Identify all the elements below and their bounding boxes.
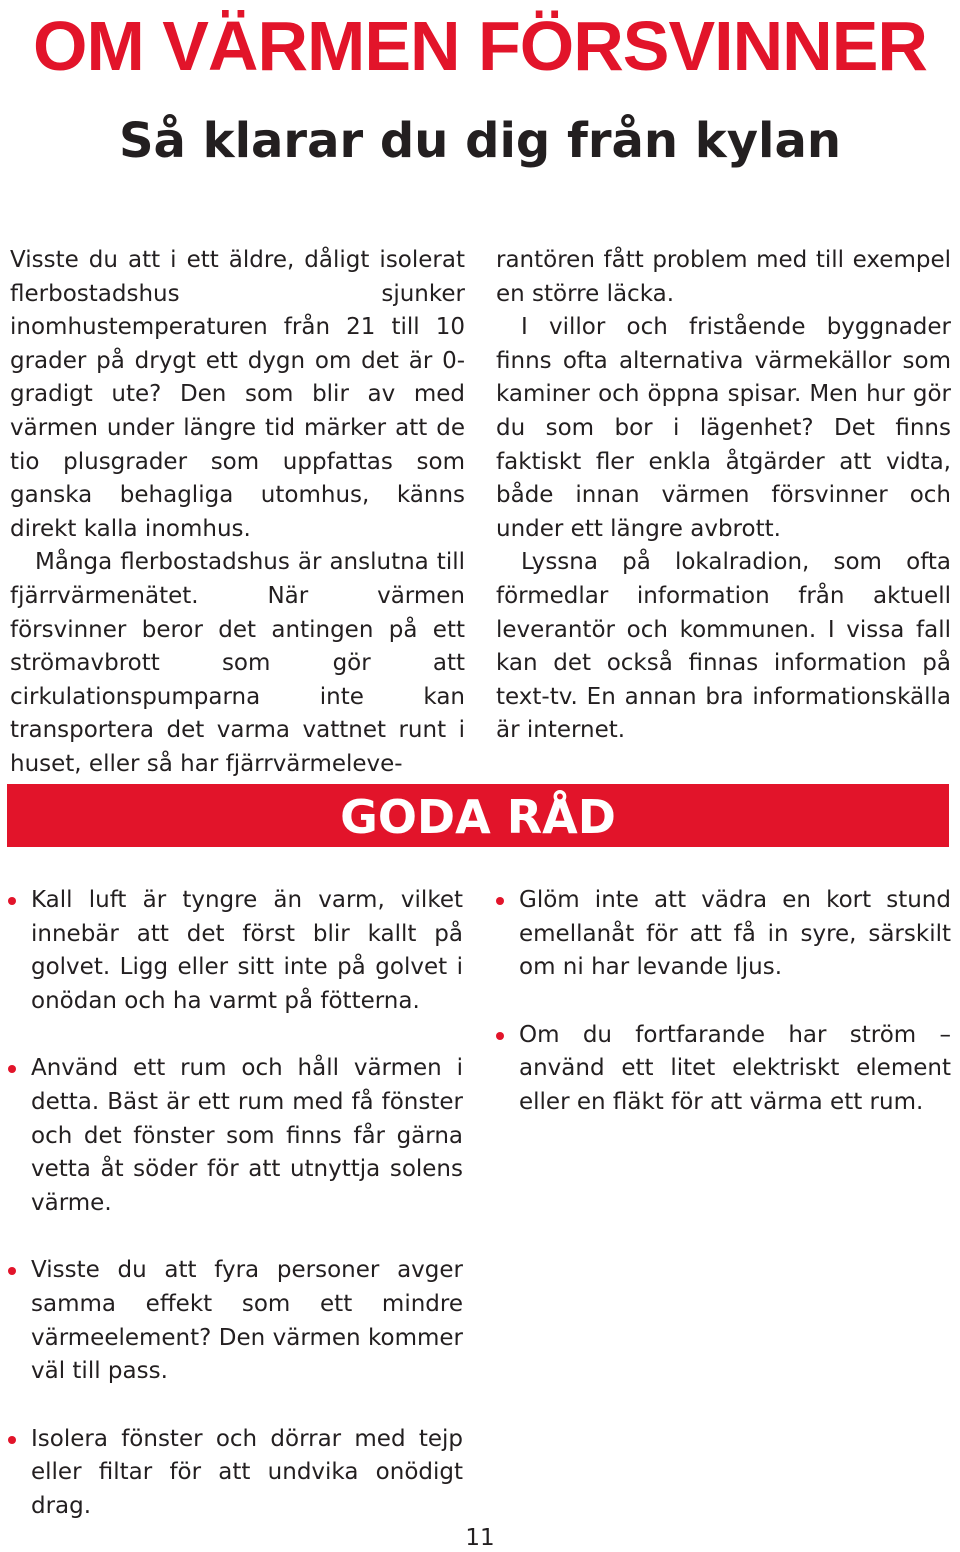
tip-text: Använd ett rum och håll värmen i detta. Bäst är ett rum med få fönster och det fönster som finns får gärna vetta åt söder för att utnyttja solens värme.: [31, 1055, 463, 1216]
intro-paragraph: Lyssna på lokalradion, som ofta förmedlar information från aktuell leverantör och kommunen. I vissa fall kan det också finnas information på text-tv. En annan bra informationskälla är internet.: [496, 549, 951, 744]
intro-paragraph: Visste du att i ett äldre, dåligt isolerat flerbostadshus sjunker inomhustemperaturen från 21 till 10 grader på drygt ett dygn om det är 0-gradigt ute? Den som blir av med värmen under längre tid märker att de tio plusgrader som uppfattas som ganska behagliga utomhus, känns direkt kalla inomhus.: [10, 247, 465, 542]
tip-text: Isolera fönster och dörrar med tejp eller filtar för att undvika onödigt drag.: [31, 1425, 463, 1519]
intro-column-right: [496, 244, 951, 748]
tip-item: [8, 1052, 463, 1220]
intro-paragraph: rantören fått problem med till exempel en större läcka.: [496, 247, 951, 307]
bullet-icon: [8, 1436, 16, 1444]
page-subtitle: Så klarar du dig från kylan: [118, 113, 842, 169]
intro-paragraph: Många flerbostadshus är anslutna till fjärrvärmenätet. När värmen försvinner beror det antingen på ett strömavbrott som gör att cirkulationspumparna inte kan transportera det varma vattnet runt i huset, eller så har fjärrvärmeleve-: [10, 549, 465, 777]
tip-text: Visste du att fyra personer avger samma effekt som ett mindre värmeelement? Den värmen kommer väl till pass.: [31, 1257, 463, 1385]
intro-column-left: [10, 244, 465, 782]
bullet-icon: [496, 1032, 504, 1040]
page-title: OM VÄRMEN FÖRSVINNER: [33, 7, 927, 85]
intro-paragraph: I villor och fristående byggnader finns ofta alternativa värmekällor som kaminer och öppna spisar. Men hur gör du som bor i lägenhet? Det finns faktiskt fler enkla åtgärder att vidta, både innan värmen försvinner och under ett längre avbrott.: [496, 314, 951, 542]
page-number: 11: [465, 1525, 495, 1551]
tips-heading: GODA RÅD: [340, 790, 616, 844]
tip-item: [496, 884, 951, 985]
tips-list-left: [8, 884, 463, 1552]
tips-list-right: [496, 884, 951, 1154]
tip-text: Om du fortfarande har ström – använd ett litet elektriskt element eller en fläkt för att värma ett rum.: [519, 1021, 951, 1115]
bullet-icon: [496, 897, 504, 905]
tip-item: [8, 1254, 463, 1388]
tips-banner: [7, 784, 949, 847]
tip-text: Glöm inte att vädra en kort stund emellanåt för att få in syre, särskilt om ni har levande ljus.: [519, 887, 951, 981]
tip-item: [8, 1423, 463, 1524]
bullet-icon: [8, 1267, 16, 1275]
bullet-icon: [8, 897, 16, 905]
tip-item: [8, 884, 463, 1018]
bullet-icon: [8, 1065, 16, 1073]
tip-text: Kall luft är tyngre än varm, vilket innebär att det först blir kallt på golvet. Ligg eller sitt inte på golvet i onödan och ha varmt på fötterna.: [31, 887, 463, 1014]
tip-item: [496, 1019, 951, 1120]
